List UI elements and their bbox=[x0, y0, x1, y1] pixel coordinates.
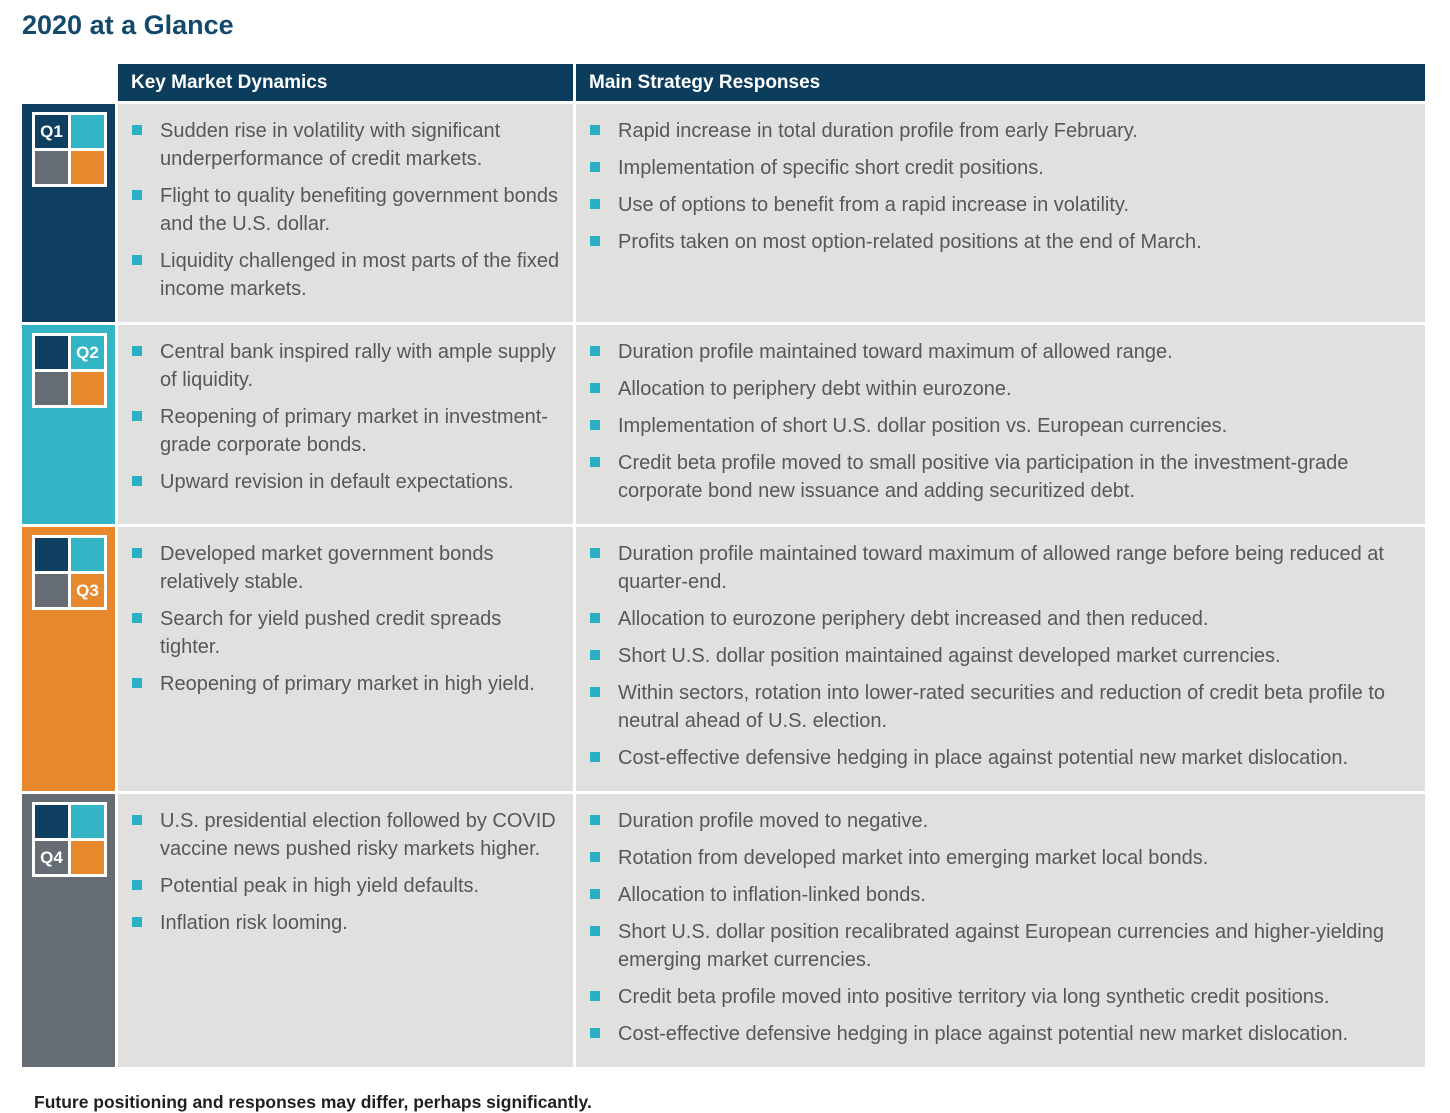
bullet-item: Profits taken on most option-related positions at the end of March. bbox=[589, 228, 1415, 256]
key-market-dynamics-cell bbox=[118, 794, 573, 1067]
table-body bbox=[22, 104, 1425, 1067]
main-strategy-responses-cell bbox=[576, 527, 1425, 791]
bullet-item: Short U.S. dollar position maintained against developed market currencies. bbox=[589, 642, 1415, 670]
bullet-item: Reopening of primary market in high yield. bbox=[131, 670, 563, 698]
key-market-dynamics-cell bbox=[118, 104, 573, 322]
quadrant-bottom-right bbox=[71, 372, 104, 405]
bullet-item: Within sectors, rotation into lower-rated securities and reduction of credit beta profile to neutral ahead of U.S. election. bbox=[589, 679, 1415, 735]
bullet-item: Credit beta profile moved to small positive via participation in the investment-grade corporate bond new issuance and adding securitized debt. bbox=[589, 449, 1415, 505]
page-title: 2020 at a Glance bbox=[22, 10, 234, 40]
header-spacer bbox=[22, 64, 115, 101]
bullet-item: Duration profile maintained toward maximum of allowed range before being reduced at quarter-end. bbox=[589, 540, 1415, 596]
responses-bullet-list bbox=[576, 104, 1425, 275]
quarter-row bbox=[22, 794, 1425, 1067]
quadrant-top-right bbox=[71, 538, 104, 571]
bullet-item: Sudden rise in volatility with significant underperformance of credit markets. bbox=[131, 117, 563, 173]
quadrant-top-right bbox=[71, 115, 104, 148]
quarter-label: Q2 bbox=[76, 343, 99, 362]
quadrant-bottom-right bbox=[71, 151, 104, 184]
main-strategy-responses-cell bbox=[576, 104, 1425, 322]
quarter-icon-cell bbox=[22, 527, 115, 791]
footnote: Future positioning and responses may differ, perhaps significantly. bbox=[34, 1092, 592, 1112]
quarter-label: Q4 bbox=[40, 848, 63, 867]
bullet-item: Liquidity challenged in most parts of the fixed income markets. bbox=[131, 247, 563, 303]
dynamics-bullet-list bbox=[118, 104, 573, 322]
bullet-item: Allocation to eurozone periphery debt increased and then reduced. bbox=[589, 605, 1415, 633]
bullet-item: Central bank inspired rally with ample supply of liquidity. bbox=[131, 338, 563, 394]
bullet-item: Cost-effective defensive hedging in place against potential new market dislocation. bbox=[589, 744, 1415, 772]
dynamics-bullet-list bbox=[118, 527, 573, 717]
bullet-item: Allocation to periphery debt within eurozone. bbox=[589, 375, 1415, 403]
bullet-item: Upward revision in default expectations. bbox=[131, 468, 563, 496]
key-market-dynamics-cell bbox=[118, 325, 573, 524]
quarter-quadrant-icon bbox=[32, 535, 107, 610]
quadrant-bottom-right bbox=[71, 574, 104, 607]
quarter-icon-cell bbox=[22, 104, 115, 322]
quadrant-top-right bbox=[71, 336, 104, 369]
dynamics-bullet-list bbox=[118, 794, 573, 956]
quarter-icon-cell bbox=[22, 325, 115, 524]
quarter-row bbox=[22, 325, 1425, 524]
bullet-item: Implementation of short U.S. dollar position vs. European currencies. bbox=[589, 412, 1415, 440]
bullet-item: U.S. presidential election followed by COVID vaccine news pushed risky markets higher. bbox=[131, 807, 563, 863]
quarter-row bbox=[22, 104, 1425, 322]
quadrant-bottom-left bbox=[35, 372, 68, 405]
quadrant-bottom-right bbox=[71, 841, 104, 874]
bullet-item: Duration profile moved to negative. bbox=[589, 807, 1415, 835]
bullet-item: Duration profile maintained toward maximum of allowed range. bbox=[589, 338, 1415, 366]
quarter-icon-cell bbox=[22, 794, 115, 1067]
quadrant-top-left bbox=[35, 538, 68, 571]
quadrant-top-left bbox=[35, 336, 68, 369]
table-header-row bbox=[22, 64, 1425, 101]
bullet-item: Use of options to benefit from a rapid increase in volatility. bbox=[589, 191, 1415, 219]
bullet-item: Rotation from developed market into emerging market local bonds. bbox=[589, 844, 1415, 872]
quadrant-bottom-left bbox=[35, 151, 68, 184]
glance-table bbox=[22, 64, 1425, 1067]
responses-bullet-list bbox=[576, 794, 1425, 1067]
responses-bullet-list bbox=[576, 325, 1425, 524]
bullet-item: Allocation to inflation-linked bonds. bbox=[589, 881, 1415, 909]
quadrant-top-left bbox=[35, 805, 68, 838]
dynamics-bullet-list bbox=[118, 325, 573, 515]
quarter-quadrant-icon bbox=[32, 112, 107, 187]
bullet-item: Implementation of specific short credit positions. bbox=[589, 154, 1415, 182]
quarter-label: Q1 bbox=[40, 122, 63, 141]
bullet-item: Cost-effective defensive hedging in place against potential new market dislocation. bbox=[589, 1020, 1415, 1048]
quadrant-top-left bbox=[35, 115, 68, 148]
column-header-key-market-dynamics: Key Market Dynamics bbox=[118, 64, 573, 101]
bullet-item: Potential peak in high yield defaults. bbox=[131, 872, 563, 900]
quadrant-bottom-left bbox=[35, 841, 68, 874]
bullet-item: Flight to quality benefiting government bonds and the U.S. dollar. bbox=[131, 182, 563, 238]
bullet-item: Developed market government bonds relatively stable. bbox=[131, 540, 563, 596]
main-strategy-responses-cell bbox=[576, 325, 1425, 524]
quarter-label: Q3 bbox=[76, 581, 99, 600]
main-strategy-responses-cell bbox=[576, 794, 1425, 1067]
bullet-item: Short U.S. dollar position recalibrated against European currencies and higher-yielding emerging market currencies. bbox=[589, 918, 1415, 974]
quadrant-bottom-left bbox=[35, 574, 68, 607]
bullet-item: Search for yield pushed credit spreads tighter. bbox=[131, 605, 563, 661]
key-market-dynamics-cell bbox=[118, 527, 573, 791]
quarter-quadrant-icon bbox=[32, 802, 107, 877]
bullet-item: Reopening of primary market in investment-grade corporate bonds. bbox=[131, 403, 563, 459]
quarter-row bbox=[22, 527, 1425, 791]
quadrant-top-right bbox=[71, 805, 104, 838]
column-header-main-strategy-responses: Main Strategy Responses bbox=[576, 64, 1425, 101]
bullet-item: Inflation risk looming. bbox=[131, 909, 563, 937]
quarter-quadrant-icon bbox=[32, 333, 107, 408]
responses-bullet-list bbox=[576, 527, 1425, 791]
bullet-item: Credit beta profile moved into positive territory via long synthetic credit positions. bbox=[589, 983, 1415, 1011]
bullet-item: Rapid increase in total duration profile from early February. bbox=[589, 117, 1415, 145]
